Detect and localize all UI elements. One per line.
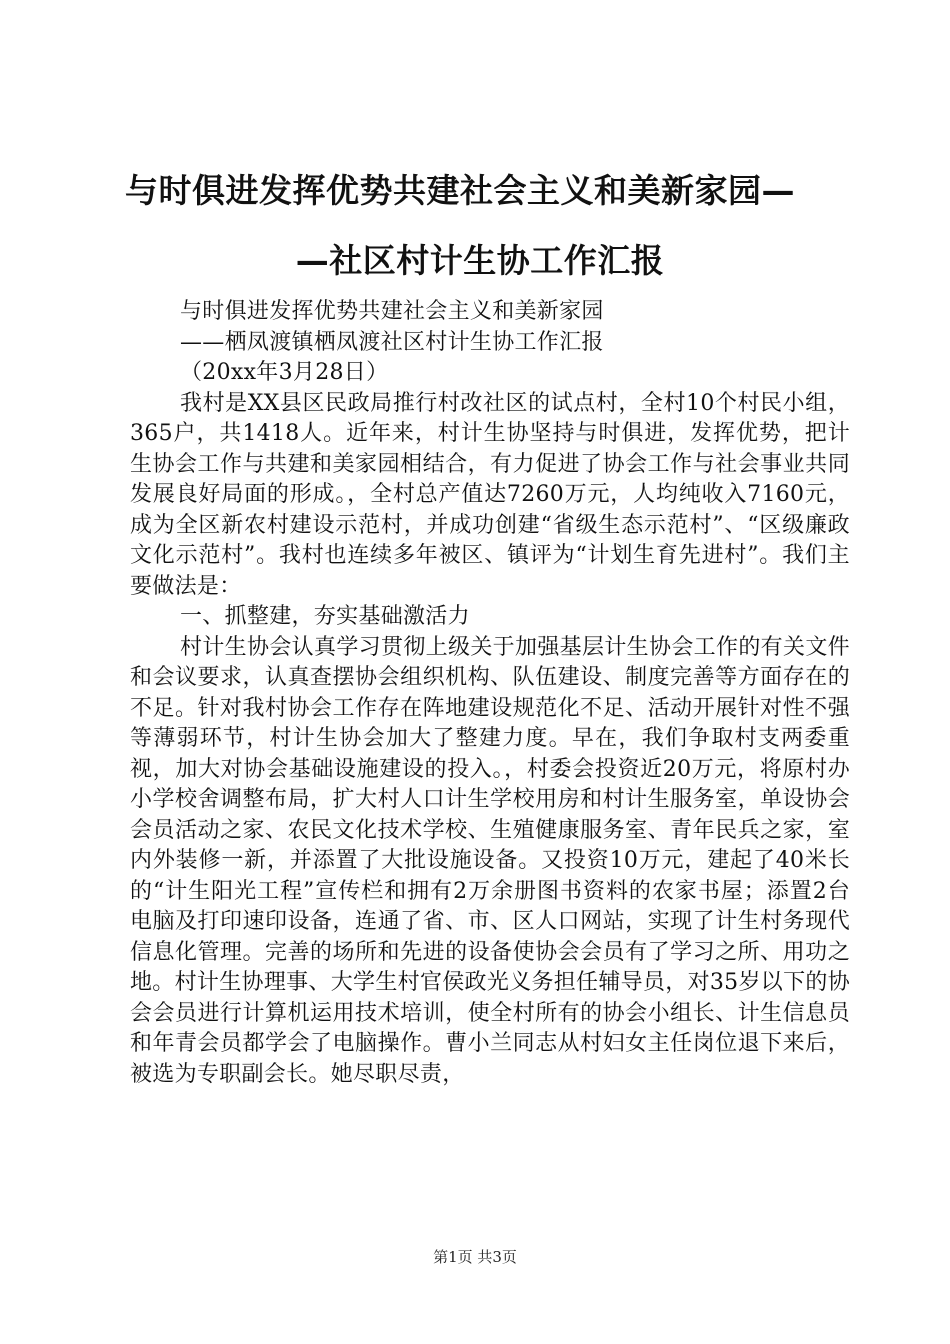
document-title	[125, 156, 835, 296]
title-line-1: 与时俱进发挥优势共建社会主义和美新家园—	[125, 171, 795, 210]
subtitle-line-1: 与时俱进发挥优势共建社会主义和美新家园	[180, 299, 604, 324]
title-line-2: —社区村计生协工作汇报	[295, 241, 665, 280]
subtitle-line-2: ——栖凤渡镇栖凤渡社区村计生协工作汇报	[180, 329, 604, 355]
page-footer: 第1页 共3页	[433, 1248, 517, 1266]
paragraph: 村计生协会认真学习贯彻上级关于加强基层计生协会工作的有关文件和会议要求，认真查摆协会组织机构、队伍建设、制度完善等方面存在的不足。针对我村协会工作存在阵地建设规范化不足、活动开展针对性不强等薄弱环节，村计生协会加大了整建力度。早在，我们争取村支两委重视，加大对协会基础设施建设的投入。，村委会投资近20万元，将原村办小学校舍调整布局，扩大村人口计生学校用房和村计生服务室，单设协会会员活动之家、农民文化技术学校、生殖健康服务室、青年民兵之家，室内外装修一新，并添置了大批设施设备。又投资10万元，建起了40米长的“计生阳光工程”宣传栏和拥有2万余册图书资料的农家书屋；添置2台电脑及打印速印设备，连通了省、市、区人口网站，实现了计生村务现代信息化管理。完善的场所和先进的设备使协会会员有了学习之所、用功之地。村计生协理事、大学生村官侯政光义务担任辅导员，对35岁以下的协会会员进行计算机运用技术培训，使全村所有的协会小组长、计生信息员和年青会员都学会了电脑操作。曹小兰同志从村妇女主任岗位退下来后，被选为专职副会长。她尽职尽责，	[130, 634, 850, 1087]
paragraph: 我村是XX县区民政局推行村改社区的试点村，全村10个村民小组，365户，共1418人。近年来，村计生协坚持与时俱进，发挥优势，把计生协会工作与共建和美家园相结合，有力促进了协会工作与社会事业共同发展良好局面的形成。，全村总产值达7260万元，人均纯收入7160元，成为全区新农村建设示范村，并成功创建“省级生态示范村”、“区级廉政文化示范村”。我村也连续多年被区、镇评为“计划生育先进村”。我们主要做法是：	[130, 390, 850, 599]
date-line: （20xx年3月28日）	[180, 360, 389, 385]
section-heading: 一、抓整建，夯实基础激活力	[180, 604, 470, 629]
document-body	[130, 297, 850, 1090]
